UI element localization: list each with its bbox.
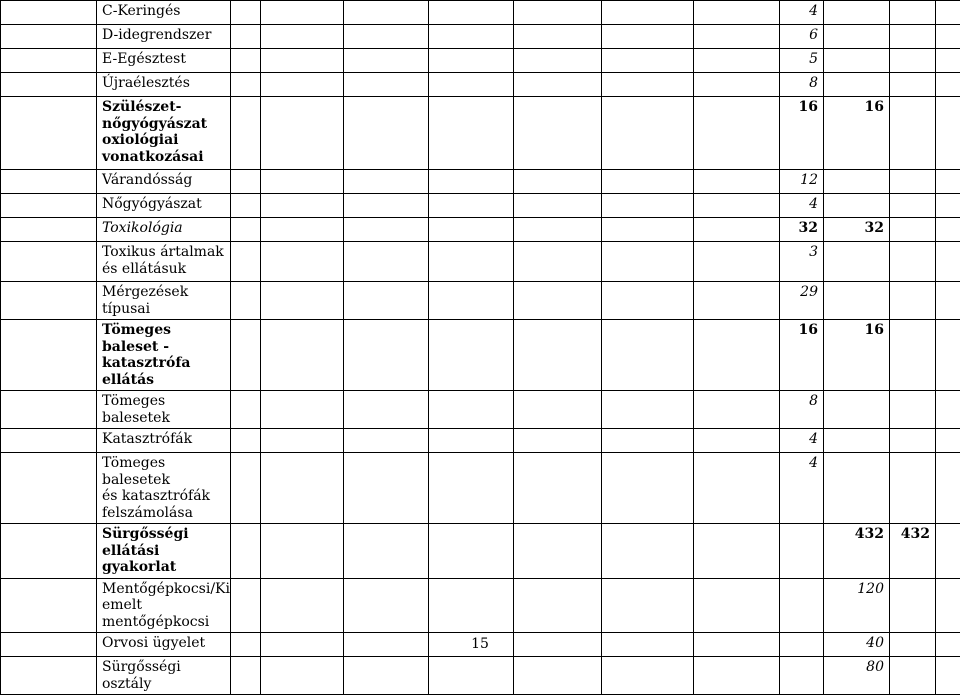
row-label bbox=[97, 524, 231, 579]
table-row bbox=[1, 657, 960, 695]
row-label-line: mentőgépkocsi bbox=[102, 614, 209, 630]
row-label bbox=[97, 453, 231, 524]
hours-value: 16 bbox=[780, 97, 824, 170]
empty-cell bbox=[694, 282, 780, 320]
hours-value: 12 bbox=[780, 170, 824, 194]
empty-cell bbox=[231, 1, 261, 25]
empty-cell bbox=[890, 218, 936, 242]
row-label-line: E-Egésztest bbox=[102, 51, 186, 67]
empty-cell bbox=[1, 453, 97, 524]
hours-value: 4 bbox=[780, 453, 824, 524]
empty-cell bbox=[1, 657, 97, 695]
empty-cell bbox=[694, 453, 780, 524]
empty-cell bbox=[694, 218, 780, 242]
empty-cell bbox=[936, 97, 960, 170]
row-label-line: felszámolása bbox=[102, 505, 193, 521]
row-label-line: Újraélesztés bbox=[102, 75, 190, 91]
empty-cell bbox=[602, 97, 694, 170]
empty-cell bbox=[694, 49, 780, 73]
row-label bbox=[97, 242, 231, 282]
empty-cell bbox=[261, 578, 344, 633]
row-label bbox=[97, 218, 231, 242]
empty-cell bbox=[514, 578, 602, 633]
empty-cell bbox=[694, 194, 780, 218]
empty-cell bbox=[514, 429, 602, 453]
empty-cell bbox=[231, 453, 261, 524]
empty-cell bbox=[514, 170, 602, 194]
hours-value: 120 bbox=[824, 578, 890, 633]
row-label-line: Várandósság bbox=[102, 172, 192, 188]
table-row bbox=[1, 429, 960, 453]
row-label-line: Tömeges balesetek bbox=[102, 393, 170, 426]
empty-cell bbox=[514, 194, 602, 218]
empty-cell bbox=[344, 97, 429, 170]
table-row bbox=[1, 453, 960, 524]
empty-cell bbox=[261, 453, 344, 524]
empty-cell bbox=[890, 429, 936, 453]
empty-cell bbox=[1, 578, 97, 633]
empty-cell bbox=[824, 1, 890, 25]
empty-cell bbox=[344, 49, 429, 73]
empty-cell bbox=[429, 282, 514, 320]
empty-cell bbox=[890, 657, 936, 695]
hours-value: 16 bbox=[780, 320, 824, 391]
empty-cell bbox=[602, 218, 694, 242]
empty-cell bbox=[694, 578, 780, 633]
row-label bbox=[97, 194, 231, 218]
empty-cell bbox=[890, 578, 936, 633]
empty-cell bbox=[261, 73, 344, 97]
empty-cell bbox=[1, 242, 97, 282]
empty-cell bbox=[890, 194, 936, 218]
empty-cell bbox=[514, 97, 602, 170]
row-label bbox=[97, 282, 231, 320]
row-label-line: Sürgősségi osztály bbox=[102, 659, 181, 692]
empty-cell bbox=[1, 97, 97, 170]
empty-cell bbox=[429, 578, 514, 633]
row-label bbox=[97, 429, 231, 453]
hours-total: 16 bbox=[824, 97, 890, 170]
empty-cell bbox=[344, 453, 429, 524]
row-label-line: oxiológiai bbox=[102, 132, 179, 148]
empty-cell bbox=[231, 657, 261, 695]
empty-cell bbox=[824, 391, 890, 429]
empty-cell bbox=[429, 25, 514, 49]
empty-cell bbox=[780, 524, 824, 579]
empty-cell bbox=[261, 657, 344, 695]
row-label-line: Toxikus ártalmak bbox=[102, 244, 224, 260]
hours-value: 32 bbox=[780, 218, 824, 242]
empty-cell bbox=[824, 170, 890, 194]
empty-cell bbox=[936, 1, 960, 25]
empty-cell bbox=[602, 49, 694, 73]
row-label bbox=[97, 170, 231, 194]
empty-cell bbox=[261, 97, 344, 170]
empty-cell bbox=[936, 194, 960, 218]
empty-cell bbox=[429, 524, 514, 579]
empty-cell bbox=[936, 578, 960, 633]
table-row bbox=[1, 1, 960, 25]
empty-cell bbox=[936, 49, 960, 73]
empty-cell bbox=[1, 49, 97, 73]
empty-cell bbox=[936, 218, 960, 242]
row-label-line: Tömeges balesetek bbox=[102, 455, 170, 488]
empty-cell bbox=[694, 391, 780, 429]
hours-value: 40 bbox=[824, 633, 890, 657]
hours-total: 16 bbox=[824, 320, 890, 391]
row-label-line: és katasztrófák bbox=[102, 488, 210, 504]
empty-cell bbox=[1, 429, 97, 453]
empty-cell bbox=[261, 242, 344, 282]
table-row bbox=[1, 73, 960, 97]
row-label-line: Katasztrófák bbox=[102, 431, 192, 447]
empty-cell bbox=[694, 170, 780, 194]
table-row bbox=[1, 218, 960, 242]
empty-cell bbox=[429, 453, 514, 524]
hours-total: 32 bbox=[824, 218, 890, 242]
row-label-line: és ellátásuk bbox=[102, 261, 186, 277]
empty-cell bbox=[514, 524, 602, 579]
row-label-line: Nőgyógyászat bbox=[102, 196, 202, 212]
empty-cell bbox=[1, 1, 97, 25]
row-label-line: típusai bbox=[102, 301, 150, 317]
empty-cell bbox=[890, 97, 936, 170]
empty-cell bbox=[231, 391, 261, 429]
empty-cell bbox=[231, 218, 261, 242]
empty-cell bbox=[429, 97, 514, 170]
empty-cell bbox=[824, 453, 890, 524]
hours-value: 4 bbox=[780, 1, 824, 25]
empty-cell bbox=[1, 320, 97, 391]
hours-value: 8 bbox=[780, 73, 824, 97]
empty-cell bbox=[261, 429, 344, 453]
empty-cell bbox=[602, 194, 694, 218]
empty-cell bbox=[429, 218, 514, 242]
empty-cell bbox=[936, 25, 960, 49]
empty-cell bbox=[936, 282, 960, 320]
empty-cell bbox=[514, 391, 602, 429]
hours-value: 4 bbox=[780, 194, 824, 218]
empty-cell bbox=[261, 49, 344, 73]
empty-cell bbox=[890, 391, 936, 429]
empty-cell bbox=[1, 25, 97, 49]
empty-cell bbox=[694, 242, 780, 282]
empty-cell bbox=[1, 524, 97, 579]
empty-cell bbox=[514, 218, 602, 242]
empty-cell bbox=[429, 429, 514, 453]
empty-cell bbox=[261, 194, 344, 218]
empty-cell bbox=[514, 25, 602, 49]
empty-cell bbox=[261, 282, 344, 320]
table-row bbox=[1, 320, 960, 391]
empty-cell bbox=[824, 282, 890, 320]
empty-cell bbox=[344, 578, 429, 633]
empty-cell bbox=[231, 429, 261, 453]
empty-cell bbox=[780, 578, 824, 633]
empty-cell bbox=[344, 170, 429, 194]
empty-cell bbox=[824, 242, 890, 282]
row-label-line: nőgyógyászat bbox=[102, 116, 207, 132]
row-label bbox=[97, 49, 231, 73]
empty-cell bbox=[344, 657, 429, 695]
empty-cell bbox=[602, 1, 694, 25]
empty-cell bbox=[890, 242, 936, 282]
row-label-line: Szülészet- bbox=[102, 99, 181, 115]
empty-cell bbox=[429, 242, 514, 282]
empty-cell bbox=[231, 49, 261, 73]
empty-cell bbox=[344, 282, 429, 320]
empty-cell bbox=[602, 578, 694, 633]
row-label bbox=[97, 320, 231, 391]
empty-cell bbox=[429, 194, 514, 218]
row-label-line: Mentőgépkocsi/Ki bbox=[102, 581, 230, 597]
empty-cell bbox=[514, 282, 602, 320]
empty-cell bbox=[602, 282, 694, 320]
row-label bbox=[97, 657, 231, 695]
hours-value: 5 bbox=[780, 49, 824, 73]
row-label bbox=[97, 97, 231, 170]
empty-cell bbox=[261, 170, 344, 194]
empty-cell bbox=[261, 524, 344, 579]
empty-cell bbox=[602, 242, 694, 282]
empty-cell bbox=[936, 242, 960, 282]
table-row bbox=[1, 578, 960, 633]
empty-cell bbox=[890, 73, 936, 97]
empty-cell bbox=[602, 453, 694, 524]
empty-cell bbox=[344, 1, 429, 25]
table-row bbox=[1, 97, 960, 170]
table-row bbox=[1, 25, 960, 49]
empty-cell bbox=[231, 242, 261, 282]
table-row bbox=[1, 49, 960, 73]
empty-cell bbox=[602, 170, 694, 194]
row-label-line: Sürgősségi bbox=[102, 526, 189, 542]
empty-cell bbox=[602, 73, 694, 97]
empty-cell bbox=[694, 25, 780, 49]
empty-cell bbox=[824, 25, 890, 49]
row-label-line: katasztrófa ellátás bbox=[102, 355, 190, 388]
row-label-line: ellátási gyakorlat bbox=[102, 543, 176, 576]
hours-value: 80 bbox=[824, 657, 890, 695]
empty-cell bbox=[231, 578, 261, 633]
empty-cell bbox=[890, 320, 936, 391]
empty-cell bbox=[261, 25, 344, 49]
empty-cell bbox=[514, 453, 602, 524]
empty-cell bbox=[602, 524, 694, 579]
hours-value: 29 bbox=[780, 282, 824, 320]
row-label bbox=[97, 25, 231, 49]
row-label-line: Mérgezések bbox=[102, 284, 188, 300]
empty-cell bbox=[231, 73, 261, 97]
empty-cell bbox=[429, 73, 514, 97]
row-label bbox=[97, 73, 231, 97]
empty-cell bbox=[890, 453, 936, 524]
empty-cell bbox=[890, 282, 936, 320]
empty-cell bbox=[602, 657, 694, 695]
empty-cell bbox=[694, 320, 780, 391]
empty-cell bbox=[936, 453, 960, 524]
empty-cell bbox=[429, 49, 514, 73]
empty-cell bbox=[514, 657, 602, 695]
empty-cell bbox=[231, 97, 261, 170]
empty-cell bbox=[694, 73, 780, 97]
empty-cell bbox=[514, 1, 602, 25]
empty-cell bbox=[231, 25, 261, 49]
row-label bbox=[97, 578, 231, 633]
hours-value: 6 bbox=[780, 25, 824, 49]
empty-cell bbox=[1, 218, 97, 242]
empty-cell bbox=[890, 49, 936, 73]
empty-cell bbox=[936, 391, 960, 429]
empty-cell bbox=[514, 320, 602, 391]
empty-cell bbox=[602, 25, 694, 49]
empty-cell bbox=[694, 97, 780, 170]
empty-cell bbox=[1, 282, 97, 320]
empty-cell bbox=[261, 1, 344, 25]
empty-cell bbox=[890, 25, 936, 49]
hours-value: 432 bbox=[824, 524, 890, 579]
row-label-line: Tömeges baleset - bbox=[102, 322, 171, 355]
hours-total: 432 bbox=[890, 524, 936, 579]
empty-cell bbox=[936, 429, 960, 453]
empty-cell bbox=[602, 429, 694, 453]
empty-cell bbox=[936, 73, 960, 97]
empty-cell bbox=[344, 242, 429, 282]
empty-cell bbox=[1, 73, 97, 97]
empty-cell bbox=[936, 657, 960, 695]
empty-cell bbox=[780, 657, 824, 695]
row-label bbox=[97, 1, 231, 25]
row-label-line: emelt bbox=[102, 597, 142, 613]
empty-cell bbox=[824, 49, 890, 73]
empty-cell bbox=[602, 320, 694, 391]
table-row bbox=[1, 391, 960, 429]
empty-cell bbox=[890, 1, 936, 25]
empty-cell bbox=[261, 391, 344, 429]
empty-cell bbox=[344, 25, 429, 49]
empty-cell bbox=[824, 73, 890, 97]
table-row bbox=[1, 524, 960, 579]
empty-cell bbox=[344, 73, 429, 97]
empty-cell bbox=[429, 391, 514, 429]
row-label-line: D-idegrendszer bbox=[102, 27, 211, 43]
empty-cell bbox=[231, 170, 261, 194]
empty-cell bbox=[936, 170, 960, 194]
empty-cell bbox=[344, 320, 429, 391]
empty-cell bbox=[694, 1, 780, 25]
empty-cell bbox=[1, 391, 97, 429]
empty-cell bbox=[890, 170, 936, 194]
empty-cell bbox=[231, 194, 261, 218]
table-row bbox=[1, 194, 960, 218]
empty-cell bbox=[429, 657, 514, 695]
empty-cell bbox=[261, 320, 344, 391]
empty-cell bbox=[231, 282, 261, 320]
empty-cell bbox=[514, 49, 602, 73]
hours-value: 4 bbox=[780, 429, 824, 453]
hours-value: 8 bbox=[780, 391, 824, 429]
table-row bbox=[1, 170, 960, 194]
empty-cell bbox=[429, 170, 514, 194]
empty-cell bbox=[344, 524, 429, 579]
empty-cell bbox=[602, 391, 694, 429]
empty-cell bbox=[261, 218, 344, 242]
empty-cell bbox=[231, 320, 261, 391]
row-label-line: vonatkozásai bbox=[102, 149, 204, 165]
empty-cell bbox=[344, 194, 429, 218]
empty-cell bbox=[824, 429, 890, 453]
page-number: 15 bbox=[0, 636, 960, 652]
row-label-line: Toxikológia bbox=[102, 220, 183, 236]
empty-cell bbox=[694, 657, 780, 695]
row-label bbox=[97, 391, 231, 429]
empty-cell bbox=[694, 429, 780, 453]
empty-cell bbox=[1, 170, 97, 194]
empty-cell bbox=[1, 194, 97, 218]
table-row bbox=[1, 242, 960, 282]
table-row bbox=[1, 282, 960, 320]
hours-value: 3 bbox=[780, 242, 824, 282]
empty-cell bbox=[429, 1, 514, 25]
empty-cell bbox=[514, 242, 602, 282]
empty-cell bbox=[344, 429, 429, 453]
empty-cell bbox=[231, 524, 261, 579]
empty-cell bbox=[344, 391, 429, 429]
empty-cell bbox=[514, 73, 602, 97]
row-label-line: Orvosi ügyelet bbox=[102, 635, 205, 651]
empty-cell bbox=[429, 320, 514, 391]
empty-cell bbox=[694, 524, 780, 579]
empty-cell bbox=[344, 218, 429, 242]
row-label-line: C-Keringés bbox=[102, 3, 180, 19]
empty-cell bbox=[936, 524, 960, 579]
empty-cell bbox=[936, 320, 960, 391]
empty-cell bbox=[824, 194, 890, 218]
